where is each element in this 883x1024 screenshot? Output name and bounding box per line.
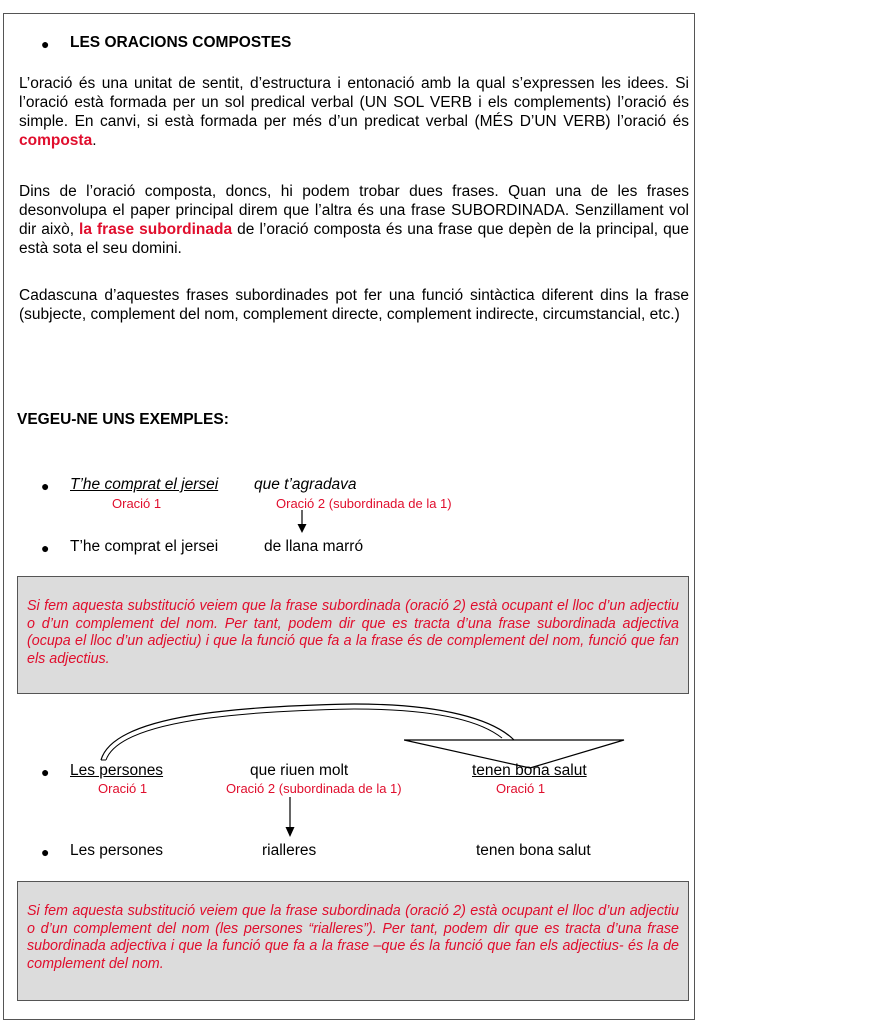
example2-main-predicate: tenen bona salut	[472, 762, 587, 779]
explanation-box-1	[17, 576, 689, 694]
highlight-frase-subordinada: la frase subordinada	[79, 221, 233, 238]
example2-label-oracio1: Oració 1	[98, 781, 148, 796]
example1-label-oracio1: Oració 1	[112, 496, 162, 511]
example2-subordinate-clause: que riuen molt	[250, 762, 349, 779]
paragraph-2-text: Dins de l’oració composta, doncs, hi podem trobar dues frases. Quan una de les frases desonvolupa el paper principal direm que l’altra és una frase SUBORDINADA. Senzillament vol dir això,	[19, 183, 689, 238]
section-heading: LES ORACIONS COMPOSTES	[70, 34, 292, 51]
example1-subordinate-clause: que t’agradava	[254, 476, 357, 493]
example1-rewrite-main: T’he comprat el jersei	[70, 538, 219, 555]
example2-main-subject: Les persones	[70, 762, 164, 779]
example1-main-clause: T’he comprat el jersei	[70, 476, 219, 493]
paragraph-2	[19, 182, 689, 258]
paragraph-2-end: de l’oració composta és una frase que depèn de la principal, que està sota el seu domini.	[19, 221, 689, 257]
bullet: ●	[41, 844, 50, 860]
example2-label-oracio2: Oració 2 (subordinada de la 1)	[226, 781, 402, 796]
explanation-box-2-text: Si fem aquesta substitució veiem que la frase subordinada (oració 2) està ocupant el lloc d’un adjectiu o d’un complement del nom (les persones “rialleres”). Per tant, podem dir que es tracta d’una frase subordinada adjectiva i que la funció que fa a la frase –que és la funció que fan els adjectius- és la de complement del nom.	[27, 903, 679, 972]
explanation-box-2	[17, 881, 689, 1001]
highlight-composta: composta	[19, 132, 93, 149]
example2-rewrite-predicate: tenen bona salut	[476, 842, 591, 859]
document-page	[3, 13, 695, 1020]
bullet: ●	[41, 36, 50, 52]
example1-rewrite-sub: de llana marró	[264, 538, 364, 555]
example1-label-oracio2: Oració 2 (subordinada de la 1)	[276, 496, 452, 511]
bullet: ●	[41, 764, 50, 780]
bullet: ●	[41, 478, 50, 494]
example2-rewrite-subject: Les persones	[70, 842, 164, 859]
down-arrow-icon	[284, 797, 296, 839]
example2-rewrite-adjective: rialleres	[262, 842, 317, 859]
paragraph-1	[19, 74, 689, 150]
paragraph-1-text: L’oració és una unitat de sentit, d’estructura i entonació amb la qual s’expressen les idees. Si l’oració està formada per un sol predical verbal (UN SOL VERB i els complements) l’oració és simple. En canvi, si està formada per més d’un predicat verbal (MÉS D’UN VERB) l’oració és	[19, 75, 689, 130]
paragraph-3: Cadascuna d’aquestes frases subordinades pot fer una funció sintàctica diferent dins la frase (subjecte, complement del nom, complement directe, complement indirecte, circumstancial, etc.)	[19, 287, 689, 323]
examples-heading: VEGEU-NE UNS EXEMPLES:	[17, 411, 229, 428]
down-arrow-icon	[296, 510, 308, 534]
bullet: ●	[41, 540, 50, 556]
paragraph-1-end: .	[92, 132, 97, 149]
explanation-box-1-text: Si fem aquesta substitució veiem que la frase subordinada (oració 2) està ocupant el lloc d’un adjectiu o d’un complement del nom. Per tant, podem dir que es tracta d’una frase subordinada adjectiva (ocupa el lloc d’un adjectiu) i que la funció que fa a la frase és de complement del nom, funció que fan els adjectius.	[27, 598, 679, 667]
example2-label-oracio1-b: Oració 1	[496, 781, 546, 796]
